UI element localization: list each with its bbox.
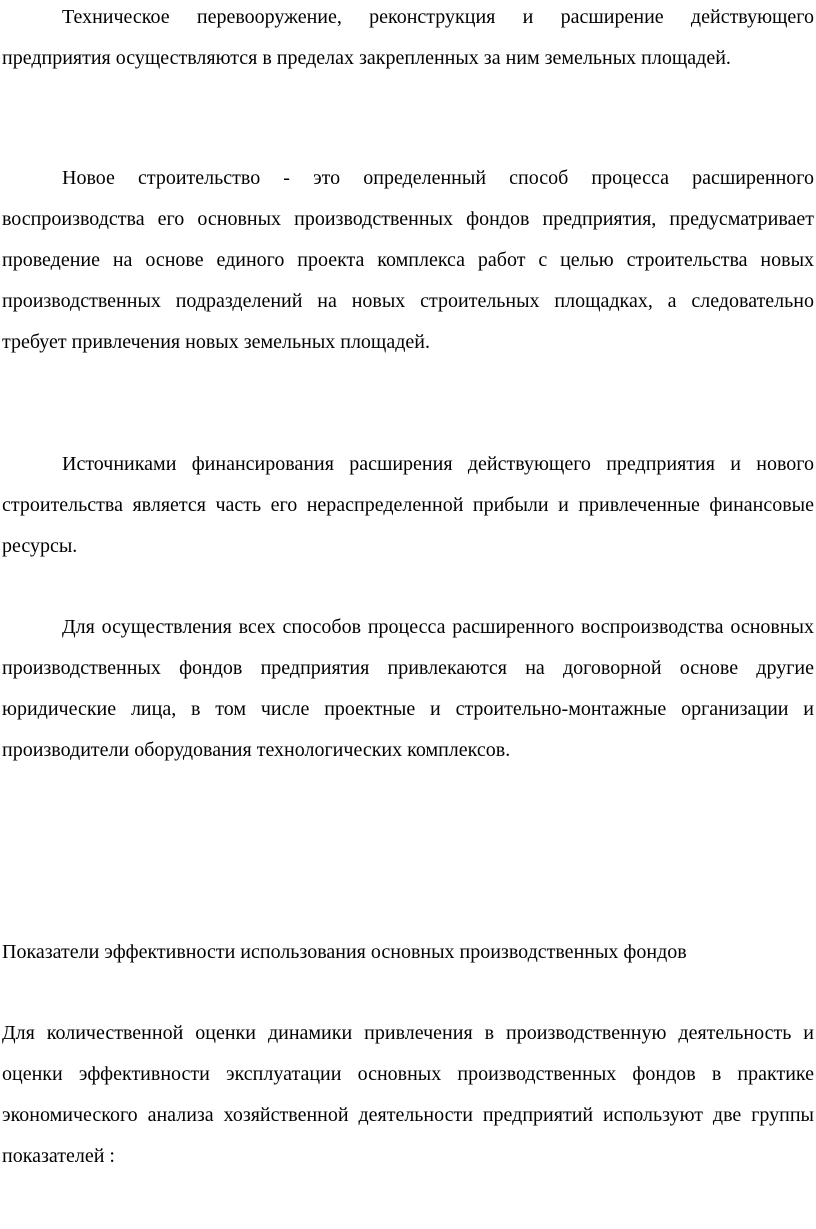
- paragraph-contractors: Для осуществления всех способов процесса расширенного воспроизводства основных производственных фондов предприятия привлекаются на договорной основе другие юридические лица, в том числе проектные и строительно-монтажные организации и производители оборудования технологических комплексов.: [2, 616, 814, 761]
- paragraph-new-construction: Новое строительство - это определенный способ процесса расширенного воспроизводства его основных производственных фондов предприятия, предусматривает проведение на основе единого проекта комплекса работ с целью строительства новых производственных подразделений на новых строительных площадках, а следовательно требует привлечения новых земельных площадей.: [2, 167, 814, 353]
- section-heading: Показатели эффективности использования основных производственных фондов: [2, 941, 687, 963]
- paragraph-indicators: Для количественной оценки динамики привлечения в производственную деятельность и оценки эффективности эксплуатации основных производственных фондов в практике экономического анализа хозяйственной деятельности предприятий используют две группы показателей :: [2, 1022, 814, 1167]
- paragraph-reconstruction: Техническое перевооружение, реконструкция и расширение действующего предприятия осуществляются в пределах закрепленных за ним земельных площадей.: [2, 6, 814, 69]
- paragraph-financing-sources: Источниками финансирования расширения действующего предприятия и нового строительства является часть его нераспределенной прибыли и привлеченные финансовые ресурсы.: [2, 453, 814, 557]
